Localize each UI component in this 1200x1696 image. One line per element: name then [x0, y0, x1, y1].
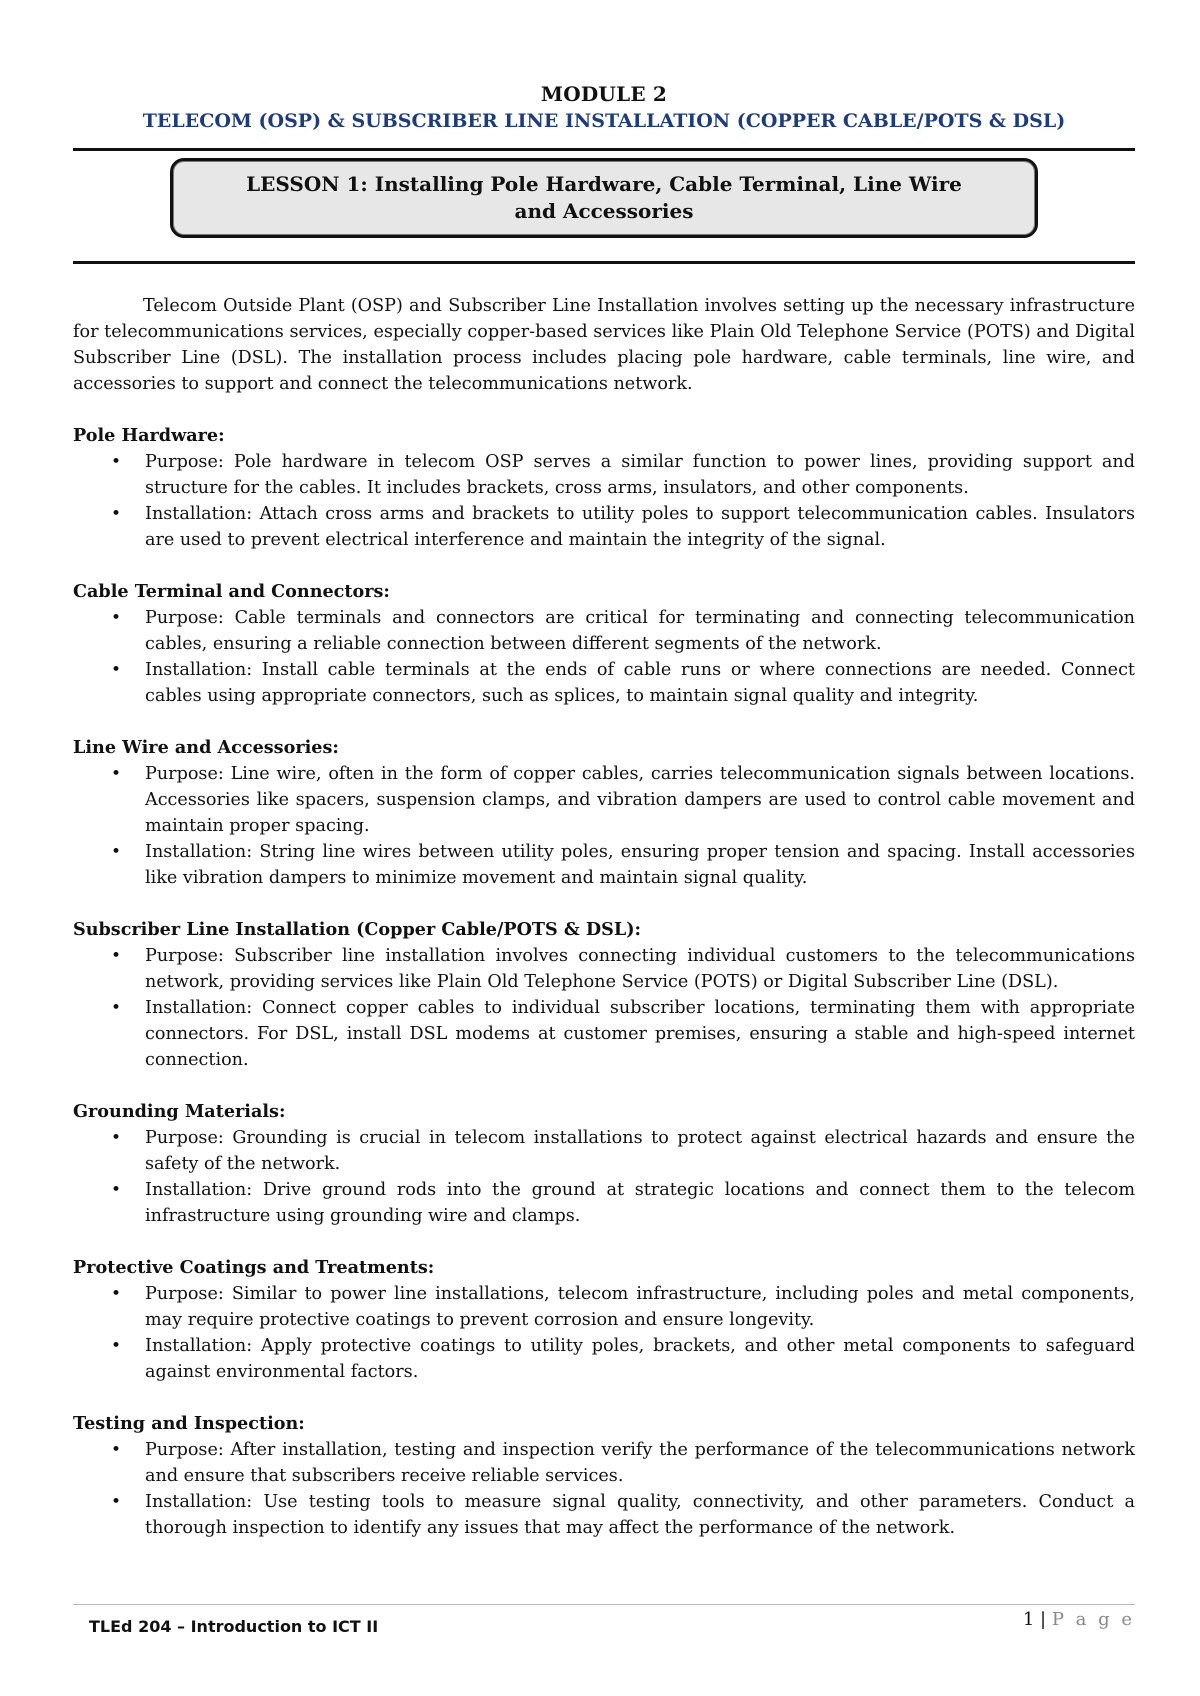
bullet-list [73, 449, 1135, 553]
header-rule-bottom [73, 261, 1135, 264]
page-number: 1 [1022, 1609, 1035, 1630]
list-item-text: Purpose: Pole hardware in telecom OSP serves a similar function to power lines, providing support and structure for the cables. It includes brackets, cross arms, insulators, and other components. [145, 452, 1135, 498]
list-item-text: Installation: String line wires between utility poles, ensuring proper tension and spacing. Install accessories like vibration dampers to minimize movement and maintain signal quality. [145, 842, 1135, 888]
list-item [73, 943, 1135, 995]
bullet-icon: • [111, 1440, 122, 1460]
list-item-text: Purpose: Grounding is crucial in telecom installations to protect against electrical hazards and ensure the safety of the network. [145, 1128, 1135, 1174]
list-item-text: Installation: Use testing tools to measure signal quality, connectivity, and other parameters. Conduct a thorough inspection to identify any issues that may affect the performance of the network. [145, 1492, 1135, 1538]
list-item-text: Installation: Drive ground rods into the ground at strategic locations and connect them to the telecom infrastructure using grounding wire and clamps. [145, 1180, 1135, 1226]
bullet-list [73, 605, 1135, 709]
list-item-text: Purpose: Similar to power line installations, telecom infrastructure, including poles and metal components, may require protective coatings to prevent corrosion and ensure longevity. [145, 1284, 1135, 1330]
bullet-list [73, 1281, 1135, 1385]
bullet-list [73, 761, 1135, 891]
bullet-icon: • [111, 1284, 122, 1304]
list-item-text: Purpose: Cable terminals and connectors are critical for terminating and connecting telecommunication cables, ensuring a reliable connection between different segments of the network. [145, 608, 1135, 654]
section [73, 1099, 1135, 1229]
intro-paragraph: Telecom Outside Plant (OSP) and Subscriber Line Installation involves setting up the necessary infrastructure for telecommunications services, especially copper-based services like Plain Old Telephone Service (POTS) and Digital Subscriber Line (DSL). The installation process includes placing pole hardware, cable terminals, line wire, and accessories to support and connect the telecommunications network. [73, 296, 1135, 394]
bullet-icon: • [111, 1492, 122, 1512]
module-subtitle: TELECOM (OSP) & SUBSCRIBER LINE INSTALLATION (COPPER CABLE/POTS & DSL) [142, 110, 1066, 132]
list-item [73, 761, 1135, 839]
list-item [73, 1125, 1135, 1177]
list-item-text: Installation: Connect copper cables to individual subscriber locations, terminating them with appropriate connectors. For DSL, install DSL modems at customer premises, ensuring a stable and high-speed internet connection. [145, 998, 1135, 1070]
bullet-icon: • [111, 998, 122, 1018]
section-heading: Protective Coatings and Treatments: [73, 1257, 435, 1278]
page-label: P a g e [1051, 1609, 1135, 1630]
list-item-text: Installation: Attach cross arms and brackets to utility poles to support telecommunication cables. Insulators are used to prevent electrical interference and maintain the integrity of the signal. [145, 504, 1135, 550]
list-item [73, 1437, 1135, 1489]
list-item [73, 995, 1135, 1073]
list-item [73, 1281, 1135, 1333]
bullet-list [73, 943, 1135, 1073]
section [73, 917, 1135, 1073]
bullet-list [73, 1125, 1135, 1229]
lesson-title-box [170, 158, 1038, 238]
section-heading: Grounding Materials: [73, 1101, 286, 1122]
list-item [73, 657, 1135, 709]
bullet-icon: • [111, 452, 122, 472]
list-item [73, 839, 1135, 891]
bullet-icon: • [111, 660, 122, 680]
section [73, 579, 1135, 709]
list-item [73, 605, 1135, 657]
section [73, 1411, 1135, 1541]
list-item [73, 1333, 1135, 1385]
header-rule-top [73, 148, 1135, 151]
list-item [73, 1489, 1135, 1541]
list-item-text: Installation: Install cable terminals at the ends of cable runs or where connections are needed. Connect cables using appropriate connectors, such as splices, to maintain signal quality and integrity. [145, 660, 1135, 706]
list-item [73, 449, 1135, 501]
page-separator: | [1040, 1609, 1047, 1630]
section-heading: Testing and Inspection: [73, 1413, 305, 1434]
list-item [73, 1177, 1135, 1229]
bullet-icon: • [111, 946, 122, 966]
list-item-text: Installation: Apply protective coatings to utility poles, brackets, and other metal components to safeguard against environmental factors. [145, 1336, 1135, 1382]
footer-course: TLEd 204 – Introduction to ICT II [89, 1617, 379, 1636]
document-body [73, 293, 1135, 1567]
module-title: MODULE 2 [540, 82, 668, 106]
lesson-title: LESSON 1: Installing Pole Hardware, Cable Terminal, Line Wire and Accessories [246, 172, 962, 223]
section-heading: Subscriber Line Installation (Copper Cable/POTS & DSL): [73, 919, 642, 940]
list-item-text: Purpose: After installation, testing and inspection verify the performance of the telecommunications network and ensure that subscribers receive reliable services. [145, 1440, 1135, 1486]
list-item-text: Purpose: Subscriber line installation involves connecting individual customers to the telecommunications network, providing services like Plain Old Telephone Service (POTS) or Digital Subscriber Line (DSL). [145, 946, 1135, 992]
list-item [73, 501, 1135, 553]
section [73, 735, 1135, 891]
bullet-icon: • [111, 1336, 122, 1356]
bullet-icon: • [111, 1128, 122, 1148]
section [73, 1255, 1135, 1385]
bullet-icon: • [111, 842, 122, 862]
bullet-icon: • [111, 1180, 122, 1200]
section-heading: Cable Terminal and Connectors: [73, 581, 390, 602]
bullet-icon: • [111, 764, 122, 784]
footer-page-indicator [1023, 1609, 1135, 1630]
section [73, 423, 1135, 553]
section-heading: Pole Hardware: [73, 425, 225, 446]
footer-rule [73, 1604, 1135, 1605]
bullet-icon: • [111, 608, 122, 628]
section-heading: Line Wire and Accessories: [73, 737, 339, 758]
sections-container [73, 423, 1135, 1541]
bullet-list [73, 1437, 1135, 1541]
list-item-text: Purpose: Line wire, often in the form of copper cables, carries telecommunication signals between locations. Accessories like spacers, suspension clamps, and vibration dampers are used to control cable movement and maintain proper spacing. [145, 764, 1135, 836]
bullet-icon: • [111, 504, 122, 524]
